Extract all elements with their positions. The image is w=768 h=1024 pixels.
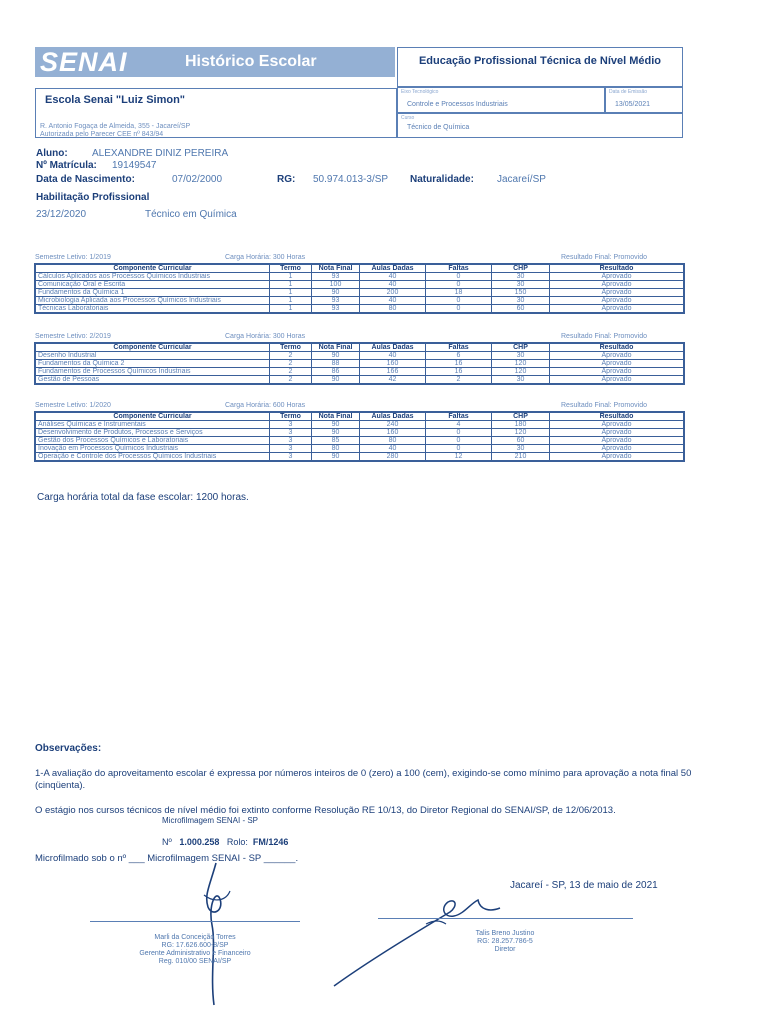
table-cell: 100 <box>312 281 360 289</box>
table-cell: 180 <box>492 421 550 429</box>
rg-label: RG: <box>277 174 296 185</box>
left-signatory <box>90 934 300 966</box>
table-cell: 80 <box>360 305 426 313</box>
left-signatory-reg: Reg. 010/00 SENAI/SP <box>158 958 232 965</box>
table-cell: 90 <box>312 352 360 360</box>
table-cell: 160 <box>360 429 426 437</box>
table-row <box>36 273 684 281</box>
table-cell: 160 <box>360 360 426 368</box>
course-component: Gestão dos Processos Químicos e Laboratoriais <box>36 437 270 445</box>
column-header: CHP <box>492 344 550 352</box>
table-cell: Aprovado <box>550 453 684 461</box>
column-header: Resultado <box>550 265 684 273</box>
student-name-label: Aluno: <box>36 148 68 159</box>
course-component: Técnicas Laboratoriais <box>36 305 270 313</box>
left-signature-line <box>90 921 300 922</box>
table-cell: 40 <box>360 445 426 453</box>
table-cell: 30 <box>492 376 550 384</box>
table-cell: 120 <box>492 368 550 376</box>
column-header: Termo <box>270 265 312 273</box>
course-component: Inovação em Processos Químicos Industriais <box>36 445 270 453</box>
table-cell: 85 <box>312 437 360 445</box>
qualification-title: Técnico em Química <box>145 209 237 220</box>
workload-label: Carga Horária: 600 Horas <box>225 402 306 409</box>
table-cell: 90 <box>312 376 360 384</box>
column-header: Faltas <box>426 344 492 352</box>
column-header: Nota Final <box>312 413 360 421</box>
table-cell: 3 <box>270 453 312 461</box>
table-cell: 30 <box>492 281 550 289</box>
table-row <box>36 289 684 297</box>
table-cell: 80 <box>312 445 360 453</box>
column-header: Termo <box>270 413 312 421</box>
table-row <box>36 360 684 368</box>
qualification-date: 23/12/2020 <box>36 209 87 220</box>
table-cell: 0 <box>426 437 492 445</box>
table-row <box>36 368 684 376</box>
table-cell: Aprovado <box>550 273 684 281</box>
table-cell: 42 <box>360 376 426 384</box>
table-cell: 93 <box>312 305 360 313</box>
document-title: Histórico Escolar <box>185 53 317 70</box>
left-signatory-role: Gerente Administrativo e Financeiro <box>139 950 251 957</box>
table-cell: 0 <box>426 445 492 453</box>
table-cell: 0 <box>426 297 492 305</box>
table-cell: 60 <box>492 305 550 313</box>
rg-value: 50.974.013-3/SP <box>313 174 389 185</box>
microfilm-roll-value: FM/1246 <box>252 837 289 847</box>
table-cell: 2 <box>270 376 312 384</box>
left-signatory-rg: RG: 17.626.600-8/SP <box>161 942 229 949</box>
column-header: Resultado <box>550 344 684 352</box>
column-header: Componente Curricular <box>36 265 270 273</box>
table-cell: Aprovado <box>550 352 684 360</box>
table-row <box>36 445 684 453</box>
final-result-label: Resultado Final: Promovido <box>561 402 647 409</box>
table-cell: 86 <box>312 368 360 376</box>
grades-table <box>35 412 684 461</box>
semester-header <box>35 254 685 263</box>
right-signatory-rg: RG: 28.257.786-5 <box>477 938 533 945</box>
place-and-date: Jacareí - SP, 13 de maio de 2021 <box>510 880 658 891</box>
qualification-label: Habilitação Profissional <box>36 192 150 203</box>
column-header: CHP <box>492 413 550 421</box>
column-header: Nota Final <box>312 344 360 352</box>
table-row <box>36 429 684 437</box>
table-cell: 40 <box>360 273 426 281</box>
table-cell: 30 <box>492 297 550 305</box>
right-signatory <box>440 930 570 954</box>
column-header: CHP <box>492 265 550 273</box>
table-cell: 30 <box>492 273 550 281</box>
semester-label: Semestre Letivo: 2/2019 <box>35 333 111 340</box>
grades-table <box>35 343 684 384</box>
table-cell: 1 <box>270 305 312 313</box>
table-cell: 16 <box>426 360 492 368</box>
table-cell: 16 <box>426 368 492 376</box>
final-result-label: Resultado Final: Promovido <box>561 333 647 340</box>
table-cell: 3 <box>270 445 312 453</box>
table-cell: 6 <box>426 352 492 360</box>
microfilm-number-value: 1.000.258 <box>179 837 220 847</box>
table-cell: 166 <box>360 368 426 376</box>
emission-date: 13/05/2021 <box>615 101 651 108</box>
school-address-line: R. Antonio Fogaça de Almeida, 355 - Jacareí/SP <box>40 123 191 130</box>
table-cell: 90 <box>312 421 360 429</box>
table-cell: 88 <box>312 360 360 368</box>
course-component: Gestão de Pessoas <box>36 376 270 384</box>
table-cell: 0 <box>426 281 492 289</box>
course-component: Fundamentos de Processos Químicos Industriais <box>36 368 270 376</box>
course-component: Operação e Controle dos Processos Químicos Industriais <box>36 453 270 461</box>
grades-table <box>35 264 684 313</box>
table-cell: 3 <box>270 421 312 429</box>
workload-label: Carga Horária: 300 Horas <box>225 254 306 261</box>
table-row <box>36 437 684 445</box>
table-cell: Aprovado <box>550 305 684 313</box>
semester-header <box>35 333 685 342</box>
table-row <box>36 281 684 289</box>
table-cell: 0 <box>426 305 492 313</box>
column-header: Componente Curricular <box>36 413 270 421</box>
table-cell: Aprovado <box>550 289 684 297</box>
final-result-label: Resultado Final: Promovido <box>561 254 647 261</box>
table-header-row <box>36 265 684 273</box>
table-cell: 2 <box>426 376 492 384</box>
observation-internship: O estágio nos cursos técnicos de nível médio foi extinto conforme Resolução RE 10/13, do Diretor Regional do SENAI/SP, de 12/06/2013. <box>35 805 616 816</box>
education-title: Educação Profissional Técnica de Nível Médio <box>418 55 662 67</box>
observations-title: Observações: <box>35 743 102 754</box>
table-row <box>36 376 684 384</box>
table-cell: Aprovado <box>550 437 684 445</box>
emission-label: Data de Emissão <box>609 89 648 95</box>
enrollment-number: 19149547 <box>112 160 157 171</box>
table-row <box>36 297 684 305</box>
microfilm-roll-label: Rolo: <box>226 837 248 847</box>
table-cell: 0 <box>426 273 492 281</box>
table-row <box>36 305 684 313</box>
table-row <box>36 421 684 429</box>
table-cell: 1 <box>270 273 312 281</box>
total-workload: Carga horária total da fase escolar: 1200 horas. <box>37 492 249 503</box>
table-cell: 1 <box>270 297 312 305</box>
microfilm-stamp-title: Microfilmagem SENAI - SP <box>162 816 259 825</box>
table-cell: 60 <box>492 437 550 445</box>
semester-label: Semestre Letivo: 1/2019 <box>35 254 111 261</box>
table-cell: 93 <box>312 273 360 281</box>
workload-label: Carga Horária: 300 Horas <box>225 333 306 340</box>
column-header: Termo <box>270 344 312 352</box>
column-header: Componente Curricular <box>36 344 270 352</box>
table-cell: 40 <box>360 281 426 289</box>
course-component: Fundamentos da Química 1 <box>36 289 270 297</box>
table-cell: Aprovado <box>550 421 684 429</box>
table-cell: 280 <box>360 453 426 461</box>
course-component: Análises Químicas e Instrumentais <box>36 421 270 429</box>
table-cell: 0 <box>426 429 492 437</box>
microfilm-line: Microfilmado sob o nº ___ Microfilmagem SENAI - SP ______. <box>35 853 299 864</box>
column-header: Aulas Dadas <box>360 413 426 421</box>
microfilm-number-label: Nº <box>162 837 172 847</box>
table-cell: 30 <box>492 445 550 453</box>
table-cell: 3 <box>270 437 312 445</box>
table-cell: 90 <box>312 289 360 297</box>
table-row <box>36 352 684 360</box>
column-header: Nota Final <box>312 265 360 273</box>
school-name: Escola Senai "Luiz Simon" <box>45 94 186 106</box>
table-cell: 240 <box>360 421 426 429</box>
table-cell: 93 <box>312 297 360 305</box>
enrollment-label: Nº Matrícula: <box>36 160 97 171</box>
left-signatory-name: Marli da Conceição Torres <box>154 934 236 941</box>
table-header-row <box>36 344 684 352</box>
table-cell: 2 <box>270 360 312 368</box>
table-cell: Aprovado <box>550 429 684 437</box>
column-header: Aulas Dadas <box>360 344 426 352</box>
table-cell: Aprovado <box>550 281 684 289</box>
birth-date: 07/02/2000 <box>172 174 223 185</box>
student-name: ALEXANDRE DINIZ PEREIRA <box>92 148 229 159</box>
semester-header <box>35 402 685 411</box>
table-cell: 80 <box>360 437 426 445</box>
table-cell: 1 <box>270 281 312 289</box>
course-component: Fundamentos da Química 2 <box>36 360 270 368</box>
table-cell: Aprovado <box>550 297 684 305</box>
semester-label: Semestre Letivo: 1/2020 <box>35 402 111 409</box>
birthplace: Jacareí/SP <box>497 174 546 185</box>
course-component: Cálculos Aplicados aos Processos Químicos Industriais <box>36 273 270 281</box>
table-cell: 3 <box>270 429 312 437</box>
table-cell: Aprovado <box>550 376 684 384</box>
birth-date-label: Data de Nascimento: <box>36 174 135 185</box>
table-cell: 30 <box>492 352 550 360</box>
right-signatory-name: Talis Breno Justino <box>475 930 535 937</box>
column-header: Resultado <box>550 413 684 421</box>
observation-grading: 1-A avaliação do aproveitamento escolar é expressa por números inteiros de 0 (zero) a 100 (cem), exigindo-se como mínimo para aprovação a nota final 50 (cinqüenta). <box>35 768 692 791</box>
table-cell: 40 <box>360 352 426 360</box>
table-cell: 2 <box>270 352 312 360</box>
table-cell: 1 <box>270 289 312 297</box>
eixo-label: Eixo Tecnológico <box>401 89 439 95</box>
right-signatory-role: Diretor <box>494 946 516 953</box>
course-value: Técnico de Química <box>407 124 470 131</box>
course-component: Microbiologia Aplicada aos Processos Químicos Industriais <box>36 297 270 305</box>
table-cell: 40 <box>360 297 426 305</box>
school-address <box>40 123 190 139</box>
column-header: Faltas <box>426 413 492 421</box>
birthplace-label: Naturalidade: <box>410 174 474 185</box>
table-cell: 90 <box>312 453 360 461</box>
course-component: Desenho Industrial <box>36 352 270 360</box>
table-cell: 210 <box>492 453 550 461</box>
table-cell: 120 <box>492 429 550 437</box>
table-row <box>36 453 684 461</box>
table-cell: 90 <box>312 429 360 437</box>
microfilm-number <box>162 837 288 847</box>
table-cell: 12 <box>426 453 492 461</box>
table-cell: Aprovado <box>550 360 684 368</box>
course-component: Desenvolvimento de Produtos, Processos e Serviços <box>36 429 270 437</box>
table-cell: 120 <box>492 360 550 368</box>
table-header-row <box>36 413 684 421</box>
column-header: Faltas <box>426 265 492 273</box>
table-cell: 2 <box>270 368 312 376</box>
table-cell: 200 <box>360 289 426 297</box>
table-cell: Aprovado <box>550 368 684 376</box>
course-label: Curso <box>401 115 415 121</box>
table-cell: 18 <box>426 289 492 297</box>
right-signature-line <box>378 918 633 919</box>
eixo-value: Controle e Processos Industriais <box>407 101 508 108</box>
school-authorization: Autorizada pelo Parecer CEE nº 843/94 <box>40 131 164 138</box>
senai-logo: SENAI <box>40 47 128 77</box>
table-cell: Aprovado <box>550 445 684 453</box>
column-header: Aulas Dadas <box>360 265 426 273</box>
table-cell: 4 <box>426 421 492 429</box>
course-component: Comunicação Oral e Escrita <box>36 281 270 289</box>
table-cell: 150 <box>492 289 550 297</box>
